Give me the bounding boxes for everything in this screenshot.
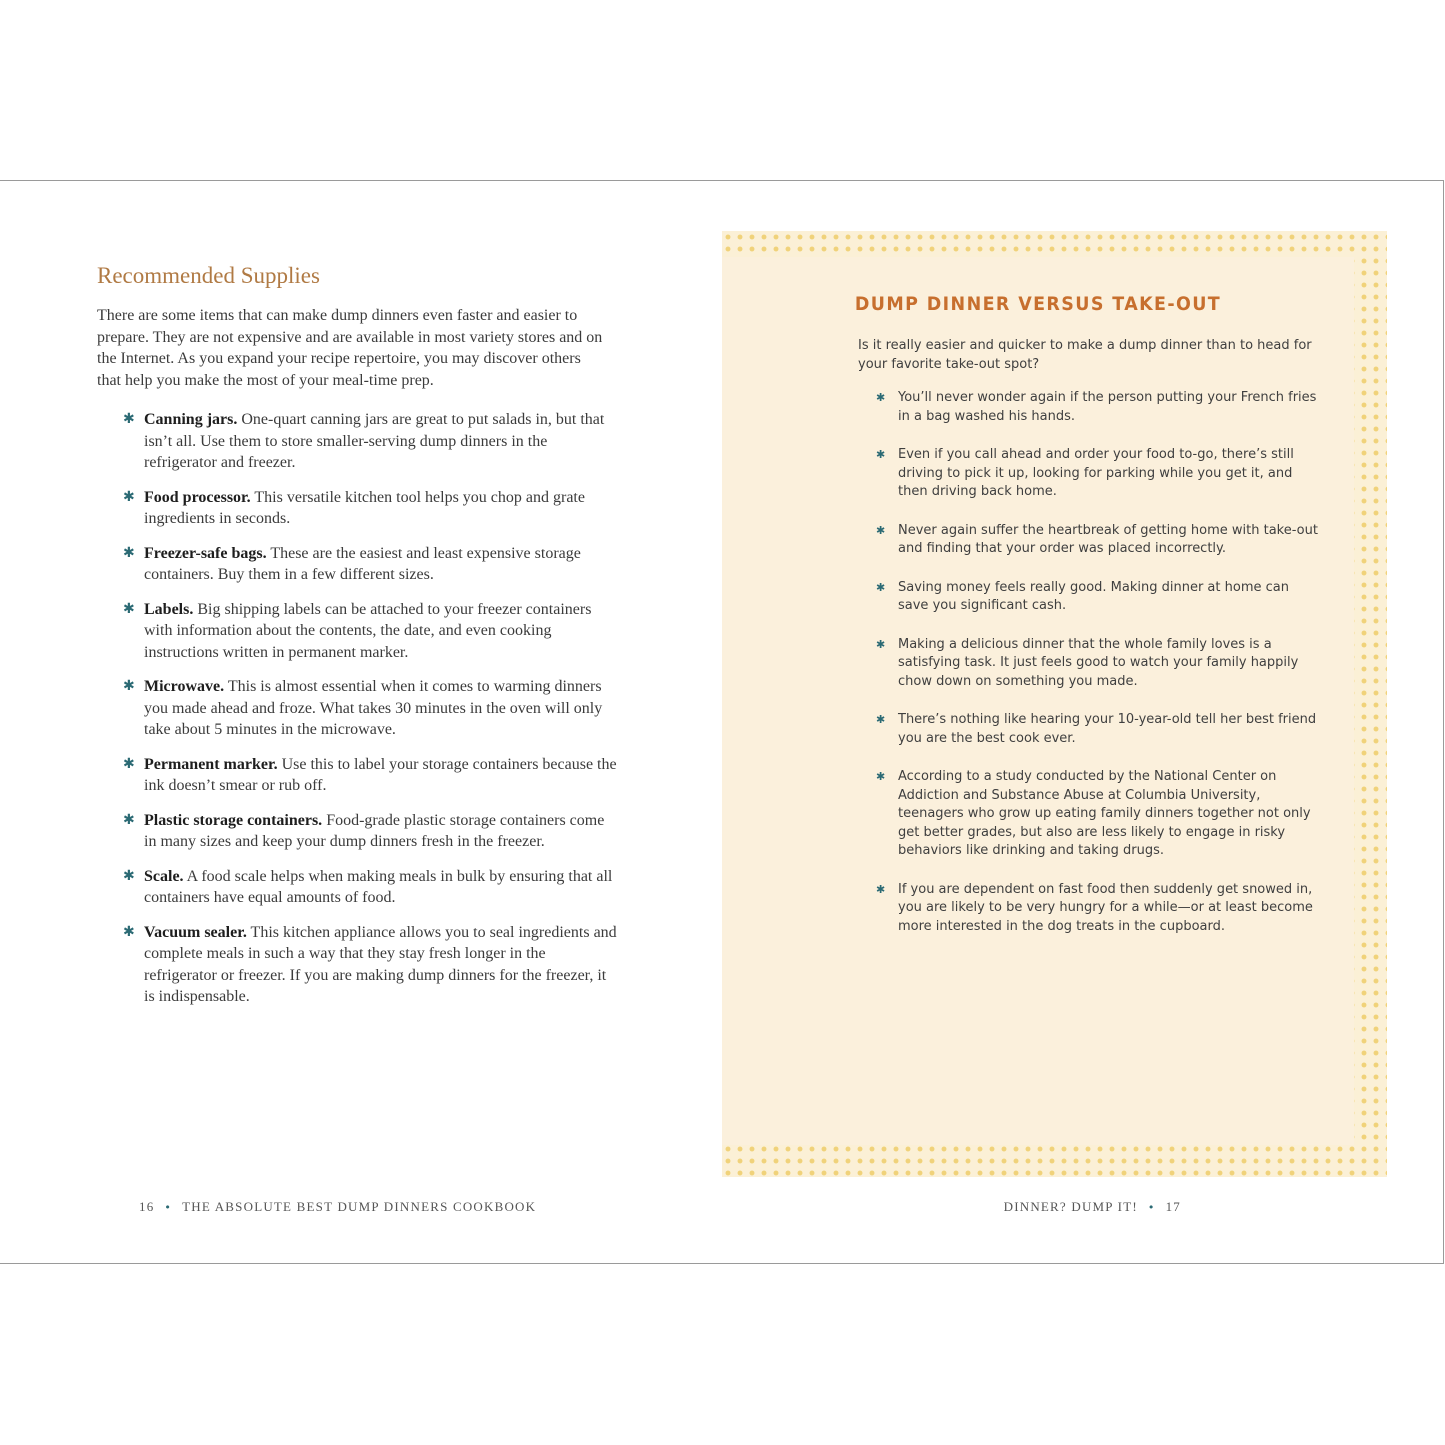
sidebar-item-text: Making a delicious dinner that the whole family loves is a satisfying task. It just feels good to watch your family happily chow down on something you made. <box>898 636 1299 689</box>
sidebar-item-text: You’ll never wonder again if the person putting your French fries in a bag washed his hands. <box>898 390 1317 424</box>
supply-text: Big shipping labels can be attached to your freezer containers with information about the contents, the date, and even cooking instructions written in permanent marker. <box>144 600 592 661</box>
page-number-right: 17 <box>1165 1199 1181 1214</box>
list-item <box>858 636 1318 692</box>
asterisk-bullet-icon: ✱ <box>123 923 135 940</box>
section-title: Recommended Supplies <box>97 263 320 288</box>
sidebar-list <box>858 389 1318 956</box>
list-item <box>858 579 1318 616</box>
bullet-dot-icon: • <box>1147 1201 1156 1214</box>
supply-term: Scale. <box>144 867 184 885</box>
list-item <box>858 389 1318 426</box>
supply-term: Labels. <box>144 600 194 618</box>
sidebar-title: DUMP DINNER VERSUS TAKE-OUT <box>854 293 1222 315</box>
list-item <box>858 881 1318 937</box>
list-item <box>97 754 617 797</box>
page-number-left: 16 <box>139 1199 155 1214</box>
sidebar-item-text: If you are dependent on fast food then suddenly get snowed in, you are likely to be very hungry for a while—or at least become more interested in the dog treats in the cupboard. <box>898 881 1313 934</box>
list-item <box>97 676 617 741</box>
asterisk-bullet-icon: ✱ <box>123 411 135 427</box>
supply-term: Plastic storage containers. <box>144 811 323 829</box>
supply-term: Canning jars. <box>144 411 238 428</box>
sidebar-item-text: Never again suffer the heartbreak of getting home with take-out and finding that your order was placed incorrectly. <box>898 522 1318 556</box>
list-item <box>97 543 617 586</box>
supply-text: One-quart canning jars are great to put salads in, but that isn’t all. Use them to store smaller-serving dump dinners in the refrigerator and freezer. <box>144 411 605 471</box>
asterisk-bullet-icon: ✱ <box>123 811 135 828</box>
supply-text: A food scale helps when making meals in bulk by ensuring that all containers have equal amounts of food. <box>144 867 613 906</box>
supply-text: Use this to label your storage containers because the ink doesn’t smear or rub off. <box>144 755 617 794</box>
footer-right <box>1004 1199 1181 1215</box>
asterisk-bullet-icon: ✱ <box>123 544 135 561</box>
supply-term: Microwave. <box>144 678 225 695</box>
sidebar-panel <box>722 257 1354 1145</box>
list-item <box>97 866 617 909</box>
sidebar-item-text: According to a study conducted by the National Center on Addiction and Substance Abuse at Columbia University, teenagers who grow up eating family dinners together not only get better grades, but also are less likely to engage in risky behaviors like drinking and taking drugs. <box>898 769 1311 858</box>
chapter-title: DINNER? DUMP IT! <box>1003 1199 1138 1214</box>
bullet-dot-icon: • <box>164 1201 173 1214</box>
asterisk-bullet-icon: ✱ <box>876 391 886 404</box>
asterisk-bullet-icon: ✱ <box>876 580 886 594</box>
left-page <box>97 261 617 1021</box>
sidebar-item-text: There’s nothing like hearing your 10-year-old tell her best friend you are the best cook ever. <box>898 712 1317 746</box>
asterisk-bullet-icon: ✱ <box>123 488 135 505</box>
sidebar-box <box>722 231 1387 1177</box>
book-title: THE ABSOLUTE BEST DUMP DINNERS COOKBOOK <box>182 1199 537 1214</box>
intro-paragraph: There are some items that can make dump dinners even faster and easier to prepare. They are not expensive and are available in most variety stores and on the Internet. As you expand your recipe repertoire, you may discover others that help you make the most of your meal-time prep. <box>97 307 603 389</box>
list-item <box>858 446 1318 502</box>
list-item <box>858 768 1318 861</box>
supply-text: This is almost essential when it comes to warming dinners you made ahead and froze. What takes 30 minutes in the oven will only take about 5 minutes in the microwave. <box>144 678 603 738</box>
asterisk-bullet-icon: ✱ <box>123 755 135 772</box>
list-item <box>97 810 617 853</box>
supply-text: Food-grade plastic storage containers come in many sizes and keep your dump dinners fresh in the freezer. <box>144 811 605 850</box>
asterisk-bullet-icon: ✱ <box>876 882 886 896</box>
list-item <box>97 409 617 474</box>
sidebar-item-text: Saving money feels really good. Making dinner at home can save you significant cash. <box>898 579 1289 613</box>
asterisk-bullet-icon: ✱ <box>123 678 135 694</box>
supply-term: Permanent marker. <box>144 755 278 773</box>
supply-text: These are the easiest and least expensive storage containers. Buy them in a few different sizes. <box>144 544 581 583</box>
asterisk-bullet-icon: ✱ <box>876 770 886 783</box>
asterisk-bullet-icon: ✱ <box>123 600 135 617</box>
asterisk-bullet-icon: ✱ <box>123 867 135 884</box>
asterisk-bullet-icon: ✱ <box>876 448 886 461</box>
sidebar-intro: Is it really easier and quicker to make a dump dinner than to head for your favorite take-out spot? <box>858 338 1312 372</box>
asterisk-bullet-icon: ✱ <box>876 523 886 537</box>
footer-left <box>139 1199 536 1215</box>
supply-term: Vacuum sealer. <box>144 923 247 941</box>
supply-term: Freezer-safe bags. <box>144 544 267 562</box>
supply-text: This versatile kitchen tool helps you chop and grate ingredients in seconds. <box>144 488 585 527</box>
list-item <box>97 599 617 664</box>
supplies-list <box>97 409 617 1008</box>
list-item <box>858 711 1318 748</box>
book-spread <box>0 180 1444 1264</box>
asterisk-bullet-icon: ✱ <box>876 713 886 726</box>
supply-term: Food processor. <box>144 488 251 506</box>
list-item <box>97 487 617 530</box>
asterisk-bullet-icon: ✱ <box>876 637 886 651</box>
supply-text: This kitchen appliance allows you to seal ingredients and complete meals in such a way that they stay fresh longer in the refrigerator or freezer. If you are making dump dinners for the freezer, it is indispensable. <box>144 923 617 1005</box>
list-item <box>97 922 617 1008</box>
list-item <box>858 522 1318 559</box>
sidebar-item-text: Even if you call ahead and order your food to-go, there’s still driving to pick it up, looking for parking while you get it, and then driving back home. <box>898 447 1294 499</box>
